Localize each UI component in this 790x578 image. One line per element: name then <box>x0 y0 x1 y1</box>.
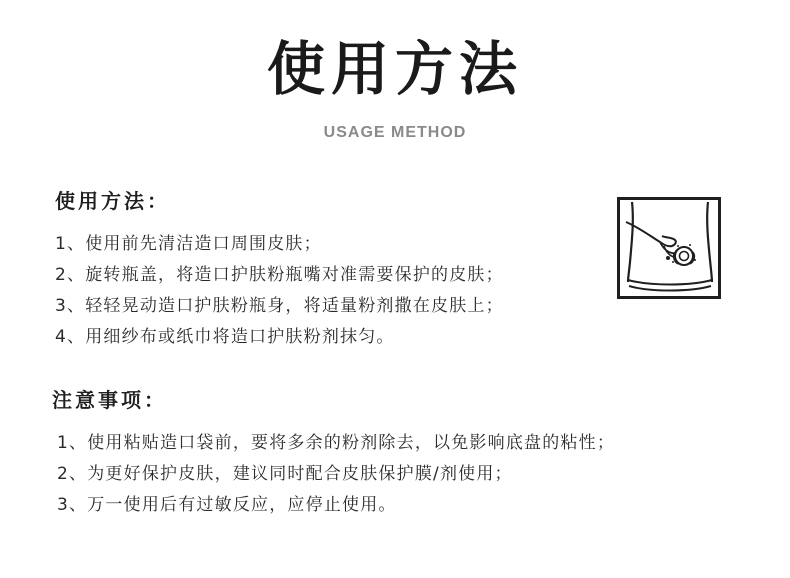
usage-step: 3、轻轻晃动造口护肤粉瓶身，将适量粉剂撒在皮肤上； <box>55 296 504 316</box>
page-subtitle: USAGE METHOD <box>323 124 467 141</box>
note-item: 2、为更好保护皮肤，建议同时配合皮肤保护膜/剂使用； <box>57 464 513 484</box>
usage-step: 4、用细纱布或纸巾将造口护肤粉剂抹匀。 <box>55 327 395 347</box>
usage-step: 1、使用前先清洁造口周围皮肤； <box>55 234 322 254</box>
page-title: 使用方法 <box>266 35 523 103</box>
usage-steps-list <box>55 229 504 353</box>
usage-heading: 使用方法： <box>55 189 170 213</box>
notes-list <box>57 428 615 521</box>
usage-step: 2、旋转瓶盖，将造口护肤粉瓶嘴对准需要保护的皮肤； <box>55 265 504 285</box>
notes-heading: 注意事项： <box>52 388 167 412</box>
note-item: 3、万一使用后有过敏反应，应停止使用。 <box>57 495 397 515</box>
abdomen-illustration-icon <box>620 200 718 296</box>
abdomen-applying-powder-illustration <box>617 197 721 299</box>
note-item: 1、使用粘贴造口袋前，要将多余的粉剂除去，以免影响底盘的粘性； <box>57 433 616 453</box>
